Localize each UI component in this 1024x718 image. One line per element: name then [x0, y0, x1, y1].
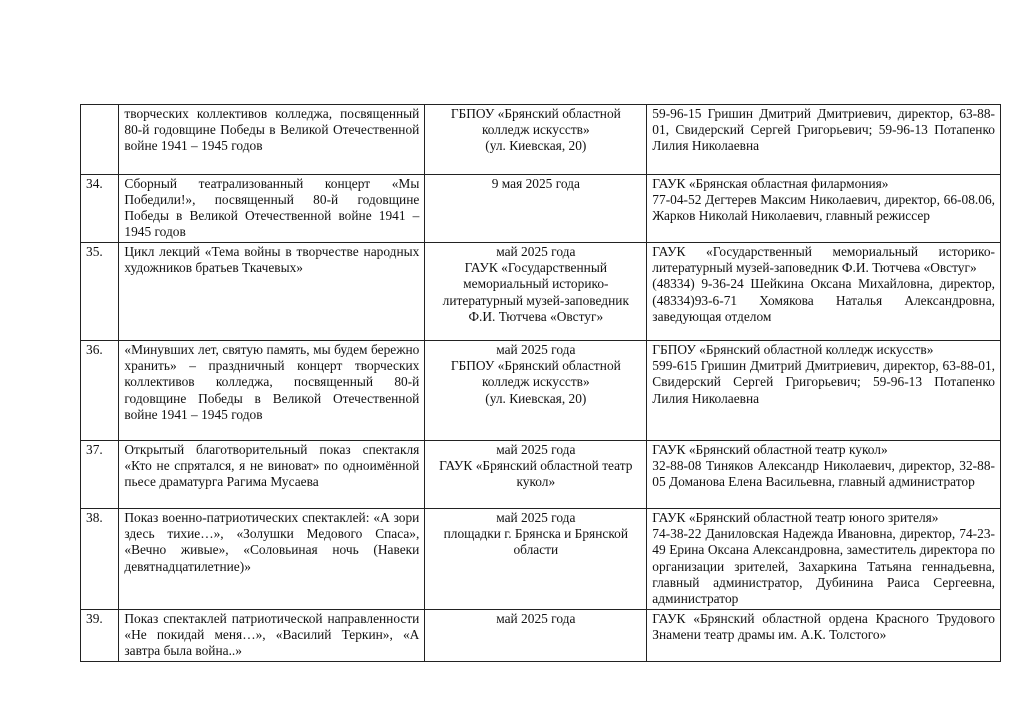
organizer-cell: [647, 509, 1001, 609]
date-venue-cell: [425, 341, 647, 441]
row-number: 37.: [81, 441, 119, 509]
event-text: Сборный театрализованный концерт «Мы Победили!», посвященный 80-й годовщине Победы в Великой Отечественной войне 1941 – 1945 годов: [124, 176, 420, 240]
row-number: [81, 105, 119, 175]
organizer-text: ГАУК «Брянский областной ордена Красного Трудового Знамени театр драмы им. А.К. Толстого»: [652, 610, 995, 642]
date-venue-cell: [425, 175, 647, 243]
event-cell: [119, 175, 425, 243]
row-number: 34.: [81, 175, 119, 243]
event-cell: [119, 105, 425, 175]
date-venue-text: май 2025 года площадки г. Брянска и Брянской области: [443, 510, 629, 558]
event-cell: [119, 243, 425, 341]
organizer-text: 59-96-15 Гришин Дмитрий Дмитриевич, директор, 63-88-01, Свидерский Сергей Григорьевич; 59-96-13 Потапенко Лилия Николаевна: [652, 106, 995, 154]
organizer-cell: [647, 341, 1001, 441]
row-number: 35.: [81, 243, 119, 341]
date-venue-text: 9 мая 2025 года: [491, 176, 580, 191]
event-cell: [119, 609, 425, 661]
organizer-text: ГАУК «Брянская областная филармония» 77-04-52 Дегтерев Максим Николаевич, директор, 66-08.06, Жарков Николай Николаевич, главный режиссер: [652, 176, 995, 224]
organizer-cell: [647, 609, 1001, 661]
event-text: «Минувших лет, святую память, мы будем бережно хранить» – праздничный концерт творческих коллективов колледжа, посвященный 80-й годовщине Победы в Великой Отечественной войне 1941 – 1945 годов: [124, 342, 420, 422]
table-row: [81, 243, 1001, 341]
date-venue-cell: [425, 243, 647, 341]
event-text: творческих коллективов колледжа, посвященный 80-й годовщине Победы в Великой Отечественной войне 1941 – 1945 годов: [124, 106, 420, 154]
date-venue-text: май 2025 года ГБПОУ «Брянский областной колледж искусств» (ул. Киевская, 20): [450, 342, 621, 406]
row-number: 36.: [81, 341, 119, 441]
row-number: 38.: [81, 509, 119, 609]
table-row: [81, 105, 1001, 175]
organizer-text: ГАУК «Брянский областной театр кукол» 32-88-08 Тиняков Александр Николаевич, директор, 32-88-05 Доманова Елена Васильевна, главный администратор: [652, 442, 995, 490]
event-text: Открытый благотворительный показ спектакля «Кто не спрятался, я не виноват» по одноимённой пьесе драматурга Рагима Мусаева: [124, 442, 420, 490]
event-cell: [119, 509, 425, 609]
organizer-text: ГБПОУ «Брянский областной колледж искусств» 599-615 Гришин Дмитрий Дмитриевич, директор, 63-88-01, Свидерский Сергей Григорьевич; 59-96-13 Потапенко Лилия Николаевна: [652, 342, 995, 406]
organizer-cell: [647, 105, 1001, 175]
date-venue-cell: [425, 609, 647, 661]
event-cell: [119, 341, 425, 441]
event-cell: [119, 441, 425, 509]
organizer-text: ГАУК «Брянский областной театр юного зрителя» 74-38-22 Даниловская Надежда Ивановна, директор, 74-23-49 Ерина Оксана Александровна, заместитель директора по организации зрителей, Захаркина Татьяна геннадьевна, главный администратор, Дубинина Раиса Сергеевна, администратор: [652, 510, 995, 606]
table-row: [81, 441, 1001, 509]
event-text: Показ военно-патриотических спектаклей: «А зори здесь тихие…», «Золушки Медового Спаса», «Вечно живые», «Соловьиная ночь (Навеки девятнадцатилетние)»: [124, 510, 420, 574]
date-venue-text: май 2025 года ГАУК «Государственный мемориальный историко-литературный музей-заповедник Ф.И. Тютчева «Овстуг»: [442, 244, 629, 324]
organizer-text: ГАУК «Государственный мемориальный историко-литературный музей-заповедник Ф.И. Тютчева «Овстуг» (48334) 9-36-24 Шейкина Оксана Михайловна, директор, (48334)93-6-71 Хомякова Наталья Александровна, заведующая отделом: [652, 244, 995, 324]
date-venue-text: май 2025 года: [496, 610, 576, 626]
table-row: [81, 175, 1001, 243]
date-venue-text: ГБПОУ «Брянский областной колледж искусств» (ул. Киевская, 20): [450, 106, 621, 154]
table-row: [81, 341, 1001, 441]
date-venue-text: май 2025 года ГАУК «Брянский областной театр кукол»: [439, 442, 633, 490]
event-text: Цикл лекций «Тема войны в творчестве народных художников братьев Ткачевых»: [124, 244, 420, 276]
organizer-cell: [647, 243, 1001, 341]
date-venue-cell: [425, 441, 647, 509]
organizer-cell: [647, 441, 1001, 509]
date-venue-cell: [425, 105, 647, 175]
table-row: [81, 509, 1001, 609]
row-number: 39.: [81, 609, 119, 661]
date-venue-cell: [425, 509, 647, 609]
events-table: [80, 104, 1001, 662]
organizer-cell: [647, 175, 1001, 243]
table-row: [81, 609, 1001, 661]
event-text: Показ спектаклей патриотической направленности «Не покидай меня…», «Василий Теркин», «А завтра была война..»: [124, 610, 420, 658]
